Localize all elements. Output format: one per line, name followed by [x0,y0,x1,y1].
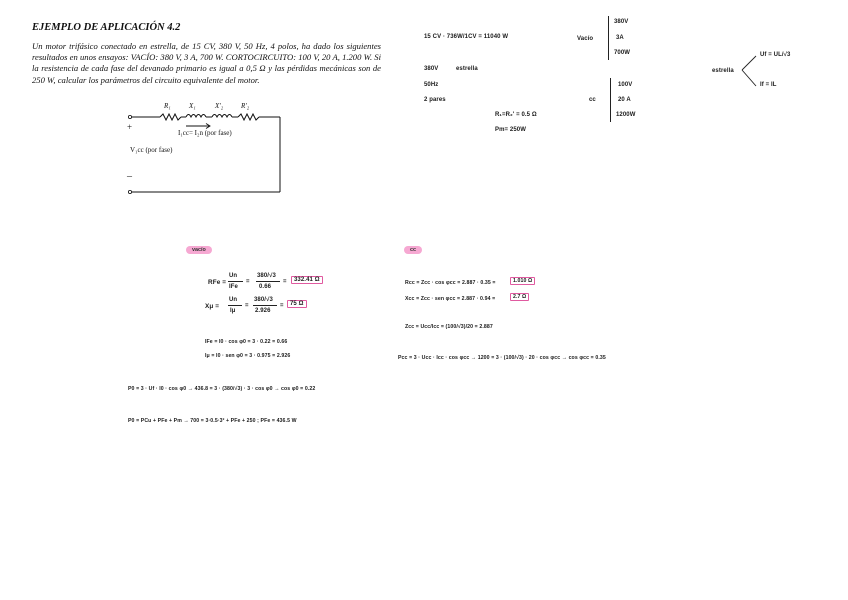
vacio-power: 700W [614,50,631,56]
equals-sign: = [246,279,250,285]
cc-power: 1200W [616,112,636,118]
voltage-label: V₁cc (por fase) [130,146,173,154]
ife-equation: IFe = I0 · cos φ0 = 3 · 0.22 = 0.66 [205,339,288,345]
frequency-note: 50Hz [424,82,439,88]
xmu-mid-bar [253,305,277,306]
rfe-fraction-bar [228,281,243,282]
xmu-fraction-bar [228,305,242,306]
phase-voltage-relation: Uf = UL/√3 [760,52,791,58]
xmu-mid-num: 380/√3 [254,297,273,303]
phase-current-relation: If = IL [760,82,777,88]
p0-equation: P0 = 3 · Uf · I0 · cos φ0 → 436.8 = 3 · (380/√3) · 3 · cos φ0 → cos φ0 = 0.22 [128,386,316,392]
current-label: I₁cc= I₂n (por fase) [178,129,232,137]
rfe-den: IFe [229,284,238,290]
rcc-result: 1.010 Ω [510,277,535,285]
rfe-mid-num: 380/√3 [257,273,276,279]
rcc-equation: Rcc = Zcc · cos φcc = 2.887 · 0.35 = [405,280,496,286]
x1-label: X₁ [189,102,196,110]
imu-equation: Iμ = I0 · sen φ0 = 3 · 0.975 = 2.926 [205,353,291,359]
rfe-mid-bar [256,281,280,282]
xmu-mid-den: 2.926 [255,308,271,314]
poles-note: 2 pares [424,97,446,103]
resistance-note: R₁=R₂' = 0.5 Ω [495,112,537,118]
equals-sign: = [280,303,284,309]
minus-sign: – [127,171,132,182]
xmu-result: 75 Ω [287,300,307,308]
vacio-label: Vacío [577,36,594,42]
plus-sign: + [127,122,133,132]
x2-label: X′₂ [215,102,224,110]
r1-label: R₁ [164,102,171,110]
mech-loss-note: Pm= 250W [495,127,526,133]
rfe-result: 332.41 Ω [291,276,323,284]
power-conversion: 15 CV · 736W/1CV = 11040 W [424,34,509,40]
estrella-note: estrella [456,66,478,72]
cc-tag: cc [404,246,422,254]
equals-sign: = [245,303,249,309]
xcc-equation: Xcc = Zcc · sen φcc = 2.887 · 0.94 = [405,296,496,302]
r2-label: R′₂ [241,102,250,110]
vacio-voltage: 380V [614,19,629,25]
rfe-lhs: RFe = [208,279,227,286]
vacio-current: 3A [616,35,624,41]
xmu-lhs: Xμ = [205,303,220,310]
cc-current: 20 A [618,97,631,103]
rfe-mid-den: 0.66 [259,284,272,290]
zcc-equation: Zcc = Ucc/Icc = (100/√3)/20 = 2.887 [405,324,493,330]
p0-balance-equation: P0 = PCu + PFe + Pm → 700 = 3·0.5·3² + PFe + 250 ; PFe = 436.5 W [128,418,297,424]
xmu-den: Iμ [230,308,236,314]
rfe-num: Un [229,273,238,279]
document-title: EJEMPLO DE APLICACIÓN 4.2 [32,22,181,33]
xmu-num: Un [229,297,238,303]
cc-label: cc [589,97,596,103]
cc-voltage: 100V [618,82,633,88]
voltage-note: 380V [424,66,439,72]
problem-statement: Un motor trifásico conectado en estrella, de 15 CV, 380 V, 50 Hz, 4 polos, ha dado los siguientes resultados en unos ensayos: VACÍO: 380 V, 3 A, 700 W. CORTOCIRCUITO: 100 V, 20 A, 1.200 W. Si la resistencia de cada fase del devanado primario es igual a 0,5 Ω y las pérdidas mecánicas son de 250 W, calcular los parámetros del circuito equivalente del motor. [32,41,381,85]
estrella-relation-label: estrella [712,68,734,74]
vacio-tag: vacío [186,246,212,254]
xcc-result: 2.7 Ω [510,293,529,301]
pcc-equation: Pcc = 3 · Ucc · Icc · cos φcc → 1200 = 3 · (100/√3) · 20 · cos φcc → cos φcc = 0.35 [398,355,606,361]
equals-sign: = [283,279,287,285]
